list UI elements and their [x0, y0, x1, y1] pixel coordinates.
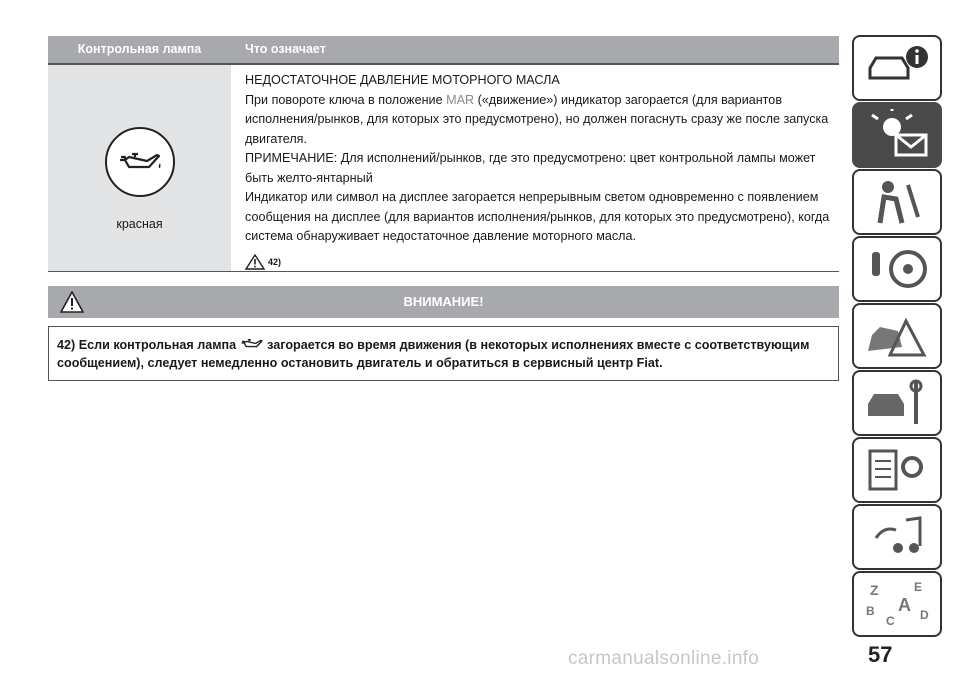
warning-lights-table — [48, 36, 839, 272]
tab-technical-data[interactable] — [852, 437, 942, 503]
note-reference — [245, 253, 839, 273]
tab-maintenance[interactable] — [852, 370, 942, 436]
svg-text:E: E — [914, 580, 923, 594]
table-row — [48, 63, 839, 272]
warning-text-b: загорается во время движения (в некоторых исполнениях вместе с соответствующим сообщением), следует немедленно остановить двигатель и обратиться в сервисный центр Fiat. — [57, 338, 810, 370]
warning-text-a: 42) Если контрольная лампа — [57, 338, 240, 352]
lamp-cell — [48, 65, 231, 271]
tab-safety[interactable] — [852, 169, 942, 235]
warning-triangle-icon — [245, 254, 265, 270]
multimedia-icon — [862, 512, 932, 562]
technical-data-icon — [862, 445, 932, 495]
warning-lights-icon — [862, 109, 932, 161]
paragraph-2: ПРИМЕЧАНИЕ: Для исполнений/рынков, где это предусмотрено: цвет контрольной лампы может быть желто-янтарный — [245, 151, 816, 185]
warning-title: ВНИМАНИЕ! — [403, 294, 484, 309]
tab-car-info[interactable] — [852, 35, 942, 101]
car-info-icon — [862, 44, 932, 92]
tab-multimedia[interactable] — [852, 504, 942, 570]
meaning-cell — [231, 65, 839, 271]
page-number: 57 — [868, 642, 893, 667]
warning-block — [48, 286, 839, 381]
header-lamp: Контрольная лампа — [77, 42, 202, 56]
svg-text:Z: Z — [870, 582, 879, 598]
emergency-icon — [862, 311, 932, 361]
svg-text:A: A — [898, 595, 911, 615]
index-icon — [862, 577, 932, 631]
footer-watermark: carmanualsonline.info — [568, 648, 760, 669]
tab-starting-driving[interactable] — [852, 236, 942, 302]
svg-text:C: C — [886, 614, 895, 628]
warning-text — [48, 326, 839, 381]
tab-warning-lights[interactable] — [852, 102, 942, 168]
mar-position: MAR — [446, 92, 475, 107]
para1-text-b: («движение») индикатор загорается (для вариантов исполнения/рынков, для которых это предусмотрено), но должен погаснуть сразу же после запуска двигателя. — [245, 92, 829, 146]
svg-text:D: D — [920, 608, 929, 622]
section-title: НЕДОСТАТОЧНОЕ ДАВЛЕНИЕ МОТОРНОГО МАСЛА — [245, 73, 560, 87]
warning-icon — [60, 291, 84, 325]
maintenance-icon — [862, 378, 932, 428]
starting-driving-icon — [862, 244, 932, 294]
svg-text:B: B — [866, 604, 875, 618]
oil-pressure-inline-icon — [240, 338, 264, 350]
table-header — [48, 36, 839, 63]
note-ref-number: 42) — [268, 256, 282, 267]
tab-index[interactable] — [852, 571, 942, 637]
safety-icon — [862, 177, 932, 227]
oil-pressure-icon — [105, 127, 175, 197]
header-meaning: Что означает — [245, 42, 326, 56]
warning-header — [48, 286, 839, 318]
lamp-color-label: красная — [116, 217, 163, 231]
paragraph-1 — [245, 91, 839, 150]
para1-text-a: При повороте ключа в положение — [245, 92, 447, 107]
tab-emergency[interactable] — [852, 303, 942, 369]
paragraph-3: Индикатор или символ на дисплее загорается непрерывным светом одновременно с появлением сообщения на дисплее (для вариантов исполнения/рынков, для которых это предусмотрено), когда система обнаруживает недостаточное давление моторного масла. — [245, 190, 830, 243]
